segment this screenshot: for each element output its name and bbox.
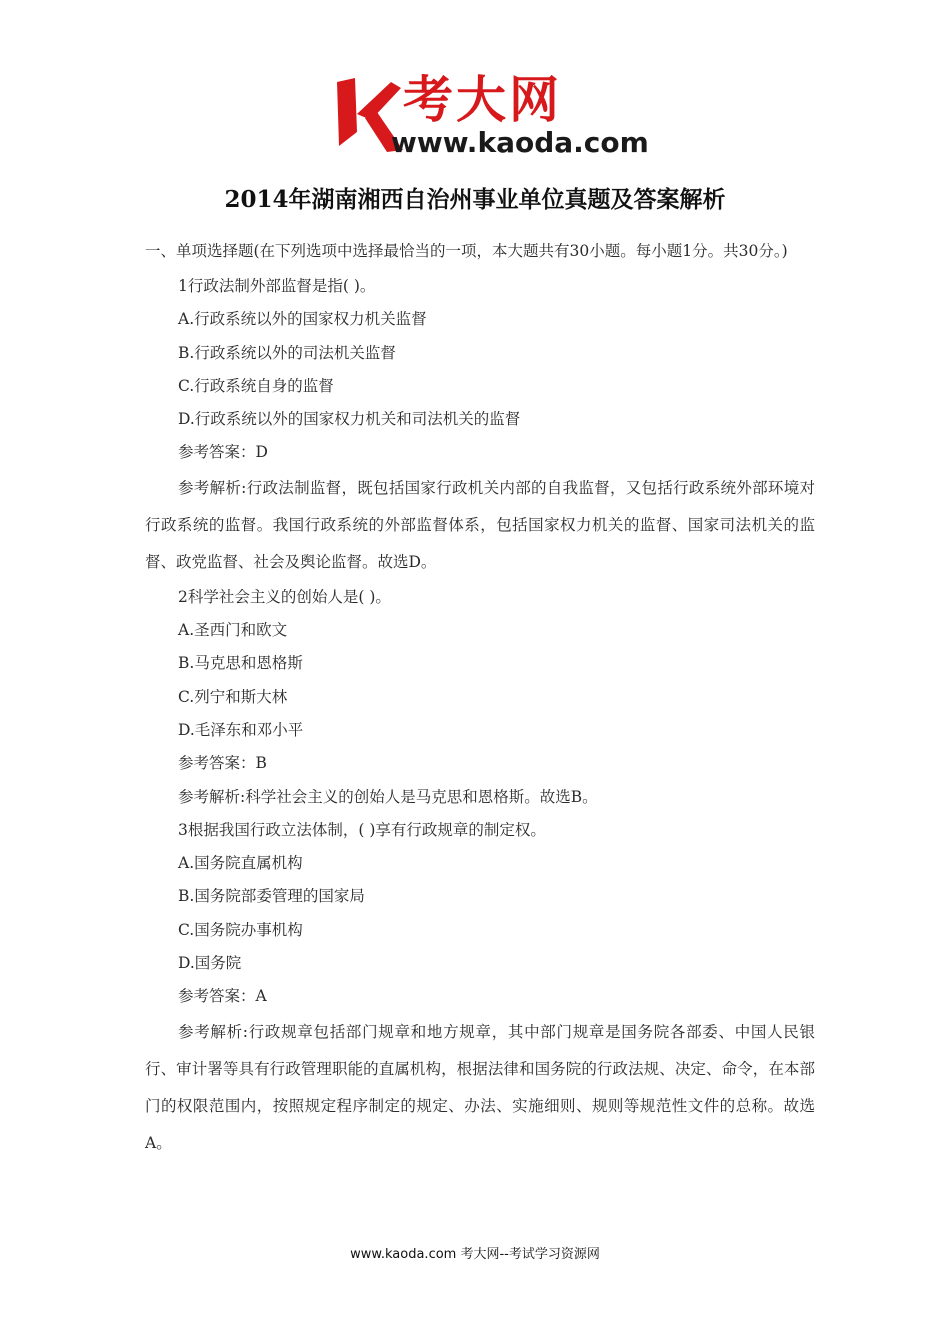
option-c: C.列宁和斯大林 bbox=[178, 687, 288, 706]
option-a: A.行政系统以外的国家权力机关监督 bbox=[178, 310, 427, 329]
option-b: B.马克思和恩格斯 bbox=[178, 654, 303, 673]
answer: 参考答案：D bbox=[178, 443, 268, 462]
question-2 bbox=[145, 581, 815, 814]
option-d: D.毛泽东和邓小平 bbox=[178, 720, 304, 739]
option-c: C.行政系统自身的监督 bbox=[178, 376, 334, 395]
option-c: C.国务院办事机构 bbox=[178, 920, 303, 939]
question-stem: 2科学社会主义的创始人是( )。 bbox=[178, 587, 391, 606]
option-b: B.国务院部委管理的国家局 bbox=[178, 887, 365, 906]
analysis: 参考解析:行政法制监督，既包括国家行政机关内部的自我监督，又包括行政系统外部环境对行政系统的监督。我国行政系统的外部监督体系，包括国家权力机关的监督、国家司法机关的监督、政党监督、社会及舆论监督。故选D。 bbox=[145, 478, 815, 571]
question-stem: 3根据我国行政立法体制，( )享有行政规章的制定权。 bbox=[178, 820, 546, 839]
page-footer: www.kaoda.com 考大网--考试学习资源网 bbox=[350, 1247, 600, 1262]
document-body bbox=[145, 233, 815, 1162]
logo-name: 考大网 bbox=[403, 71, 562, 129]
option-a: A.国务院直属机构 bbox=[178, 854, 303, 873]
document-title: 2014年湖南湘西自治州事业单位真题及答案解析 bbox=[224, 186, 726, 213]
logo-url: www.kaoda.com bbox=[391, 126, 649, 159]
site-logo[interactable] bbox=[335, 71, 655, 166]
option-b: B.行政系统以外的司法机关监督 bbox=[178, 343, 396, 362]
option-a: A.圣西门和欧文 bbox=[178, 621, 288, 640]
section-heading: 一、单项选择题(在下列选项中选择最恰当的一项，本大题共有30小题。每小题1分。共30分。) bbox=[145, 242, 788, 260]
analysis: 参考解析:科学社会主义的创始人是马克思和恩格斯。故选B。 bbox=[178, 787, 598, 806]
option-d: D.行政系统以外的国家权力机关和司法机关的监督 bbox=[178, 410, 521, 429]
answer: 参考答案：A bbox=[178, 987, 267, 1006]
option-d: D.国务院 bbox=[178, 954, 242, 973]
answer: 参考答案：B bbox=[178, 754, 267, 773]
analysis: 参考解析:行政规章包括部门规章和地方规章，其中部门规章是国务院各部委、中国人民银行、审计署等具有行政管理职能的直属机构，根据法律和国务院的行政法规、决定、命令，在本部门的权限范围内，按照规定程序制定的规定、办法、实施细则、规则等规范性文件的总称。故选A。 bbox=[145, 1022, 815, 1152]
question-stem: 1行政法制外部监督是指( )。 bbox=[178, 277, 376, 295]
question-1 bbox=[145, 270, 815, 581]
question-3 bbox=[145, 814, 815, 1162]
